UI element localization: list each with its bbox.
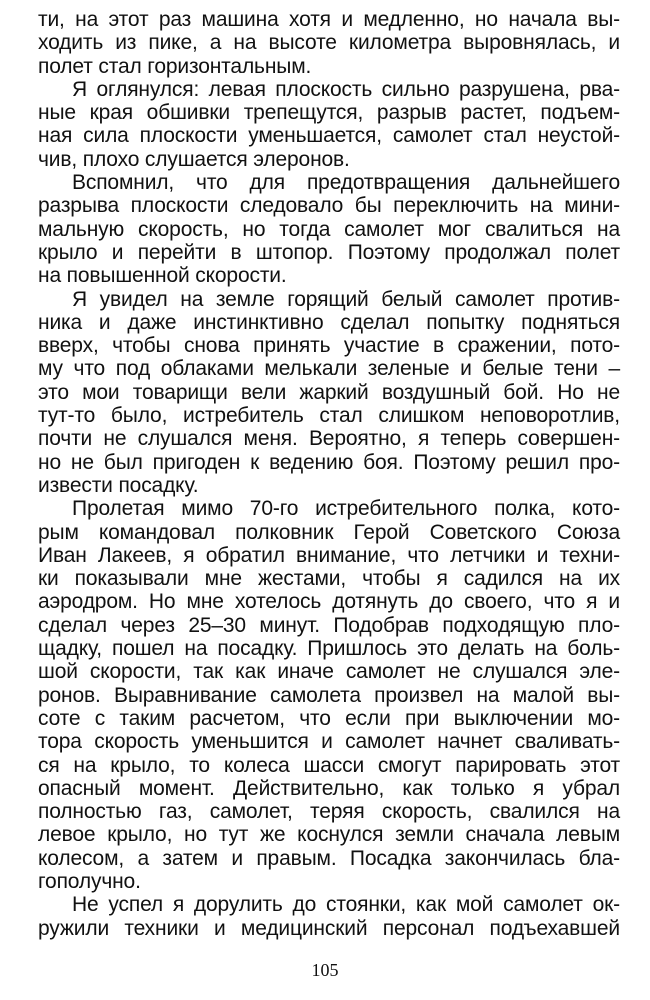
text-line: ная сила плоскости уменьшается, самолет стал неустой- bbox=[38, 124, 620, 148]
text-line: ронов. Выравнивание самолета произвел на малой вы- bbox=[38, 683, 620, 707]
text-line: шой скорости, так как иначе самолет не слушался эле- bbox=[38, 660, 620, 684]
text-line: опасный момент. Действительно, как только я убрал bbox=[38, 776, 620, 800]
text-line: извести посадку. bbox=[38, 473, 199, 497]
text-line: чив, плохо слушается элеронов. bbox=[38, 147, 350, 171]
text-line: полностью газ, самолет, теряя скорость, свалился на bbox=[38, 800, 620, 824]
text-line: тора скорость уменьшится и самолет начнет сваливать- bbox=[38, 730, 620, 754]
text-line: ходить из пике, а на высоте километра выровнялась, и bbox=[38, 31, 620, 55]
text-line: гополучно. bbox=[38, 869, 141, 893]
text-line: крыло и перейти в штопор. Поэтому продолжал полет bbox=[38, 240, 620, 264]
text-line: ные края обшивки трепещутся, разрыв растет, подъем- bbox=[38, 101, 620, 125]
text-line: щадку, пошел на посадку. Пришлось это делать на боль- bbox=[38, 637, 620, 661]
text-line: ти, на этот раз машина хотя и медленно, но начала вы- bbox=[38, 8, 620, 31]
text-line: мальную скорость, но тогда самолет мог свалиться на bbox=[38, 217, 620, 241]
body-text bbox=[38, 8, 620, 940]
paragraph-first-line: Пролетая мимо 70-го истребительного полка, кото- bbox=[72, 497, 620, 521]
page-number: 105 bbox=[311, 960, 339, 980]
text-line: колесом, а затем и правым. Посадка закончилась бла- bbox=[38, 846, 620, 870]
paragraph-first-line: Не успел я дорулить до стоянки, как мой самолет ок- bbox=[72, 893, 620, 917]
text-line: на повышенной скорости. bbox=[38, 264, 287, 288]
text-line: Иван Лакеев, я обратил внимание, что летчики и техни- bbox=[38, 543, 620, 567]
text-line: сделал через 25–30 минут. Подобрав подходящую пло- bbox=[38, 613, 620, 637]
text-line: соте с таким расчетом, что если при выключении мо- bbox=[38, 706, 620, 730]
text-line: вверх, чтобы снова принять участие в сражении, пото- bbox=[38, 334, 620, 358]
text-line: ружили техники и медицинский персонал подъехавшей bbox=[38, 916, 620, 940]
text-line: аэродром. Но мне хотелось дотянуть до своего, что я и bbox=[38, 590, 620, 614]
paragraph-first-line: Вспомнил, что для предотвращения дальнейшего bbox=[72, 171, 620, 195]
text-line: тут-то было, истребитель стал слишком неповоротлив, bbox=[38, 404, 620, 428]
text-line: му что под облаками мелькали зеленые и белые тени – bbox=[38, 357, 620, 381]
text-line: разрыва плоскости следовало бы переключить на мини- bbox=[38, 194, 620, 218]
text-line: левое крыло, но тут же коснулся земли сначала левым bbox=[38, 823, 620, 847]
paragraph-first-line: Я оглянулся: левая плоскость сильно разрушена, рва- bbox=[72, 77, 620, 101]
text-line: ки показывали мне жестами, чтобы я садился на их bbox=[38, 567, 620, 591]
text-line: ся на крыло, то колеса шасси смогут парировать этот bbox=[38, 753, 620, 777]
paragraph-first-line: Я увидел на земле горящий белый самолет против- bbox=[72, 287, 620, 311]
text-line: полет стал горизонтальным. bbox=[38, 54, 312, 78]
text-line: почти не слушался меня. Вероятно, я теперь совершен- bbox=[38, 427, 620, 451]
text-line: это мои товарищи вели жаркий воздушный бой. Но не bbox=[38, 380, 620, 404]
text-line: ника и даже инстинктивно сделал попытку подняться bbox=[38, 310, 620, 334]
text-line: но не был пригоден к ведению боя. Поэтому решил про- bbox=[38, 450, 620, 474]
text-line: рым командовал полковник Герой Советского Союза bbox=[38, 520, 620, 544]
